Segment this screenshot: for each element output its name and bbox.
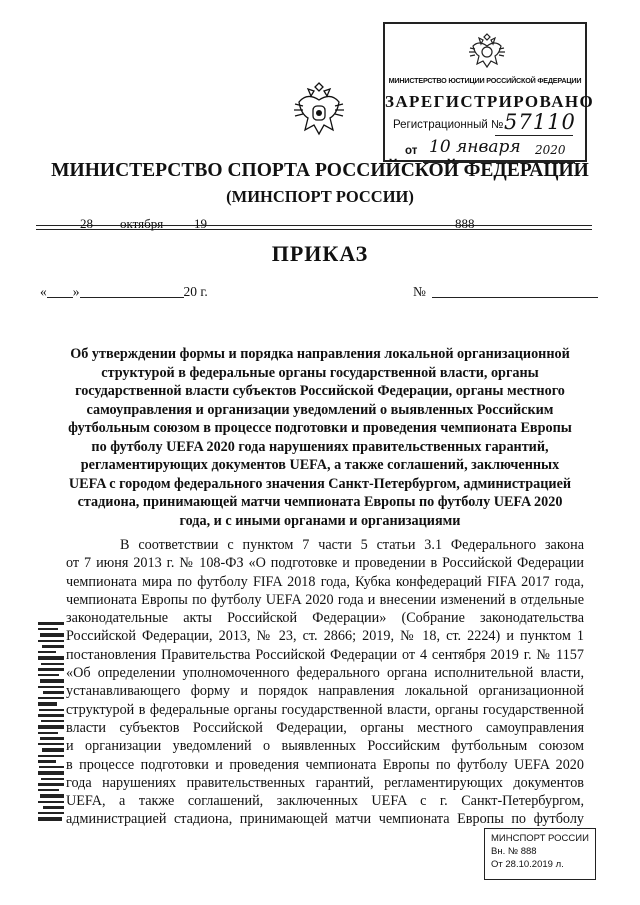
document-type-heading: ПРИКАЗ (271, 241, 369, 266)
body-line: устанавливающего форму и порядок направления локальной организационной (66, 683, 584, 700)
body-line: «Об определении уполномоченного федерального органа исполнительной власти, (66, 665, 584, 682)
body-line: в процессе подготовки и проведения чемпионата Европы по футболу UEFA 2020 (66, 756, 584, 773)
ministry-title: МИНИСТЕРСТВО СПОРТА РОССИЙСКОЙ ФЕДЕРАЦИИ (51, 160, 589, 181)
body-line: администрацией стадиона, принимающей матчи чемпионата Европы по футболу (66, 811, 584, 828)
body-line: законодательные акты Российской Федерации» (Собрание законодательства (66, 610, 584, 627)
title-line: года, и с иными органами и организациями (179, 512, 461, 529)
number-label: № (413, 284, 426, 299)
barcode-strip (38, 622, 64, 822)
body-line: от 7 июня 2013 г. № 108-ФЗ «О подготовке и проведении в Российской Федерации (66, 555, 584, 572)
date-blank-year: 20 (183, 284, 197, 299)
reg-date-day: 28 (80, 216, 93, 231)
body-line: власти субъектов Российской Федерации, органы местного самоуправления (66, 719, 584, 736)
title-line: государственной власти субъектов Российской Федерации, органы местного (75, 383, 565, 399)
date-blank-field (40, 284, 208, 300)
body-line: UEFA, а также соглашений, заключенных UEFA с г. Санкт-Петербургом, (66, 793, 584, 810)
body-line: и организации уведомлений о выявленных Российским футбольным союзом (66, 738, 584, 755)
stamp-date-label: от (405, 145, 418, 157)
stamp-regno-value: 57110 (504, 110, 576, 134)
title-line: регламентирующих документов UEFA, а также соглашений, заключенных (80, 457, 560, 473)
title-line: UEFA с городом федерального значения Санкт-Петербургом, администрацией (68, 475, 572, 492)
date-blank-month-line (80, 285, 184, 298)
date-blank-suffix: г. (200, 284, 208, 299)
reg-number: 888 (455, 216, 475, 231)
stamp-date-year: 2020 (535, 143, 566, 157)
incoming-registration-stamp (484, 828, 596, 880)
body-line: В соответствии с пунктом 7 части 5 статьи 3.1 Федерального закона (120, 537, 584, 553)
body-line: чемпионата Европы по футболу UEFA 2020 года и внесении изменений в отдельные (66, 591, 584, 608)
incoming-stamp-org: МИНСПОРТ РОССИИ (491, 833, 589, 844)
ministry-short-name: (МИНСПОРТ РОССИИ) (226, 187, 414, 206)
reg-date-year: 19 (194, 216, 207, 231)
title-line: стадиона, принимающей матчи чемпионата Европы по футболу UEFA 2020 (77, 494, 563, 510)
incoming-stamp-date: От 28.10.2019 л. (491, 859, 564, 870)
body-line: года нарушениях правительственных гарантий, регламентирующих документов (66, 774, 584, 791)
body-line: чемпионата мира по футболу FIFA 2018 года, Кубка конфедераций FIFA 2017 года, (66, 573, 584, 590)
document-body (66, 536, 584, 829)
reg-date-month: октября (120, 216, 164, 231)
registration-stamp (383, 22, 595, 162)
title-line: Об утверждении формы и порядка направления локальной организационной (70, 346, 570, 362)
date-blank-close-quote: » (72, 284, 80, 299)
stamp-registered-label: ЗАРЕГИСТРИРОВАНО (385, 92, 595, 111)
stamp-date-value: 10 января (429, 137, 521, 157)
title-line: самоуправления и организации уведомлений о выявленных Российским (86, 401, 554, 418)
title-line: футбольным союзом в процессе подготовки и проведения чемпионата Европы (68, 420, 572, 436)
body-line: постановления Правительства Российской Федерации от 4 сентября 2019 г. № 1157 (66, 646, 584, 663)
date-blank-day-line (47, 285, 73, 298)
title-line: структурой в федеральные органы государственной власти, органы (101, 364, 539, 381)
number-blank-field (413, 284, 598, 300)
stamp-ministry-name: МИНИСТЕРСТВО ЮСТИЦИИ РОССИЙСКОЙ ФЕДЕРАЦИИ (388, 76, 582, 85)
document-title (60, 345, 580, 530)
body-line: структурой в федеральные органы государственной власти, органы государственной (66, 701, 584, 718)
stamp-regno-label: Регистрационный № (393, 119, 504, 131)
coat-of-arms-icon (293, 80, 345, 142)
incoming-stamp-number: Вн. № 888 (491, 846, 537, 857)
date-blank-open-quote: « (40, 284, 47, 299)
number-blank-line (432, 285, 598, 298)
body-line: Российской Федерации, 2013, № 23, ст. 2866; 2019, № 18, ст. 2224) и пунктом 1 (66, 628, 584, 645)
stamp-regno-underline (495, 135, 573, 136)
title-line: по футболу UEFA 2020 года нарушениях правительственных гарантий, (91, 438, 549, 455)
double-headed-eagle-icon (467, 30, 507, 74)
